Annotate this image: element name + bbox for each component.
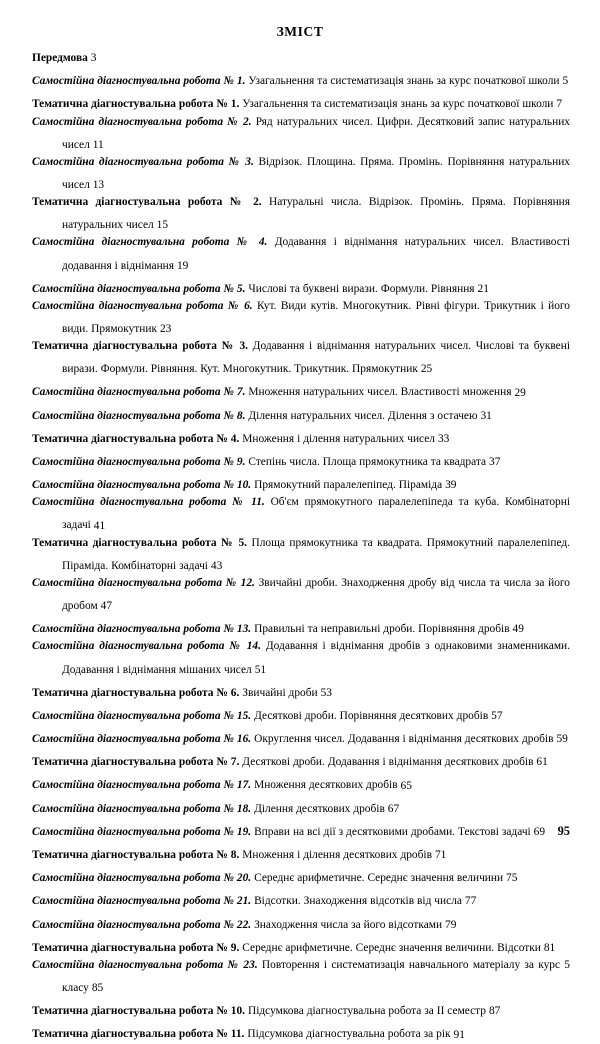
- toc-entry[interactable]: [32, 90, 570, 113]
- toc-leader-and-page: [90, 179, 104, 191]
- toc-entry-description: Числові та буквені вирази. Формули. Рівняння: [245, 282, 475, 295]
- toc-entry-label: Самостійна діагностувальна робота № 17.: [32, 779, 252, 792]
- toc-page-number: 31: [480, 409, 492, 422]
- toc-entry-description: Підсумкова діагностувальна робота за рік: [244, 1028, 451, 1041]
- toc-leader-and-page: [510, 623, 524, 635]
- page-title: ЗМІСТ: [276, 24, 324, 39]
- toc-leader-and-page: [208, 560, 222, 572]
- toc-entry-description: Повторення і систематизація навчального матеріалу за курс 5 класу: [62, 958, 570, 995]
- toc-page-number: 39: [445, 479, 457, 492]
- toc-entry-description: Додавання і віднімання натуральних чисел. Числові та буквені вирази. Формули. Рівняння. Кут. Многокутник. Трикутник. Прямокутник: [62, 340, 570, 376]
- toc-page-number: 7: [556, 98, 563, 111]
- toc-page-number: 59: [556, 733, 568, 746]
- toc-leader-and-page: [442, 919, 456, 931]
- toc-entry[interactable]: [32, 448, 570, 471]
- toc-entry-description: Середнє арифметичне. Середнє значення величини. Відсотки: [239, 941, 541, 954]
- toc-leader-and-page: [503, 872, 517, 884]
- toc-entry-description: Звичайні дроби: [239, 686, 318, 699]
- toc-page-number: 41: [93, 519, 106, 532]
- toc-leader-and-page: [91, 520, 105, 532]
- toc-entry-description: Множення і ділення десяткових дробів: [239, 849, 432, 862]
- toc-leader-and-page: [486, 456, 500, 468]
- toc-entry-label: Тематична діагностувальна робота № 11.: [32, 1028, 245, 1041]
- toc-entry[interactable]: [32, 44, 570, 67]
- toc-entry-label: Самостійна діагностувальна робота № 23.: [32, 958, 258, 971]
- toc-entry-label: Самостійна діагностувальна робота № 9.: [32, 456, 246, 469]
- toc-entry-description: Вправи на всі дії з десятковими дробами. Текстові задачі: [251, 825, 531, 838]
- toc-entry-list: [32, 44, 570, 1044]
- toc-entry[interactable]: [32, 725, 570, 748]
- toc-entry[interactable]: [32, 934, 570, 957]
- toc-entry[interactable]: [32, 494, 570, 534]
- toc-entry[interactable]: [32, 234, 570, 274]
- toc-leader-and-page: [512, 387, 526, 399]
- toc-page-number: 3: [90, 52, 97, 65]
- toc-entry-label: Самостійна діагностувальна робота № 10.: [32, 479, 252, 492]
- toc-entry-label: Самостійна діагностувальна робота № 18.: [32, 802, 252, 815]
- toc-entry-label: Самостійна діагностувальна робота № 19.: [32, 825, 252, 838]
- toc-page-number: 43: [210, 559, 223, 572]
- toc-entry-label: Тематична діагностувальна робота № 3.: [32, 340, 248, 353]
- toc-entry-label: Самостійна діагностувальна робота № 16.: [32, 733, 252, 746]
- toc-leader-and-page: [553, 98, 562, 110]
- toc-entry-description: Підсумкова діагностувальна робота за ІІ семестр: [245, 1005, 486, 1018]
- toc-entry-description: Степінь числа. Площа прямокутника та квадрата: [245, 456, 487, 469]
- toc-page-number: 47: [100, 600, 113, 613]
- toc-entry-description: Знаходження числа за його відсотками: [251, 918, 443, 931]
- toc-entry[interactable]: [32, 535, 570, 575]
- toc-leader-and-page: [252, 664, 266, 676]
- toc-page-number: 67: [387, 802, 400, 815]
- toc-entry[interactable]: [32, 338, 570, 378]
- toc-page-number: 51: [254, 663, 267, 676]
- toc-page-number: 75: [506, 872, 518, 885]
- toc-entry-label: Самостійна діагностувальна робота № 4.: [32, 236, 268, 249]
- toc-entry-description: Округлення чисел. Додавання і віднімання десяткових дробів: [251, 733, 554, 746]
- toc-entry-description: Множення натуральних чисел. Властивості множення: [245, 386, 512, 399]
- toc-entry-label: Самостійна діагностувальна робота № 6.: [32, 299, 253, 312]
- toc-leader-and-page: [475, 283, 489, 295]
- toc-entry-description: Десяткові дроби. Порівняння десяткових дробів: [251, 709, 489, 722]
- toc-leader-and-page: [418, 363, 432, 375]
- toc-page-number: 69: [533, 825, 546, 838]
- toc-leader-and-page: [477, 410, 491, 422]
- toc-entry-label: Самостійна діагностувальна робота № 11.: [32, 496, 265, 509]
- toc-entry[interactable]: [32, 378, 570, 401]
- toc-entry-label: Самостійна діагностувальна робота № 21.: [32, 895, 252, 908]
- toc-page-number: 33: [437, 432, 450, 445]
- toc-entry[interactable]: [32, 957, 570, 997]
- toc-page-number: 77: [464, 895, 477, 908]
- toc-entry-description: Відрізок. Площина. Пряма. Промінь. Порівняння натуральних чисел: [62, 155, 570, 192]
- toc-entry[interactable]: [32, 615, 570, 638]
- toc-entry[interactable]: [32, 194, 570, 234]
- toc-entry-label: Самостійна діагностувальна робота № 3.: [32, 155, 254, 168]
- toc-entry[interactable]: [32, 114, 570, 154]
- toc-leader-and-page: [318, 687, 332, 699]
- toc-entry[interactable]: [32, 425, 570, 448]
- toc-entry-label: Самостійна діагностувальна робота № 5.: [32, 282, 246, 295]
- toc-leader-and-page: [541, 942, 555, 954]
- toc-entry-description: Правильні та неправильні дроби. Порівняння дробів: [251, 623, 510, 636]
- toc-page-number: 11: [92, 138, 104, 151]
- toc-entry[interactable]: [32, 679, 570, 702]
- toc-entry-description: Відсотки. Знаходження відсотків від числа: [251, 895, 462, 908]
- toc-page-number: 91: [453, 1028, 465, 1041]
- toc-page-number: 87: [488, 1005, 501, 1018]
- toc-entry[interactable]: [32, 154, 570, 194]
- toc-leader-and-page: [98, 600, 112, 612]
- toc-entry-label: Самостійна діагностувальна робота № 8.: [32, 409, 246, 422]
- toc-page-number: 15: [156, 219, 169, 232]
- toc-entry-description: Десяткові дроби. Додавання і віднімання десяткових дробів: [239, 756, 534, 769]
- toc-entry-description: Прямокутний паралелепіпед. Піраміда: [251, 479, 443, 492]
- toc-entry[interactable]: [32, 887, 570, 910]
- toc-page-number: 49: [512, 623, 524, 636]
- toc-page-number: 25: [420, 363, 433, 376]
- toc-page-number: 79: [445, 918, 457, 931]
- toc-leader-and-page: [432, 849, 446, 861]
- toc-leader-and-page: [462, 895, 476, 907]
- toc-entry[interactable]: [32, 702, 570, 725]
- toc-entry-label: Самостійна діагностувальна робота № 7.: [32, 386, 246, 399]
- toc-leader-and-page: [89, 982, 103, 994]
- toc-page-number: 85: [91, 982, 104, 995]
- toc-entry-label: Самостійна діагностувальна робота № 14.: [32, 640, 261, 653]
- toc-entry-description: Ряд натуральних чисел. Цифри. Десятковий запис натуральних чисел: [62, 115, 570, 151]
- toc-entry-label: Тематична діагностувальна робота № 10.: [32, 1005, 246, 1018]
- toc-entry-label: Самостійна діагностувальна робота № 20.: [32, 872, 252, 885]
- toc-entry-label: Тематична діагностувальна робота № 2.: [32, 196, 262, 209]
- toc-entry-label: Самостійна діагностувальна робота № 1.: [32, 75, 246, 88]
- toc-entry-label: Тематична діагностувальна робота № 7.: [32, 756, 240, 769]
- toc-entry[interactable]: [32, 841, 570, 864]
- toc-entry-description: Натуральні числа. Відрізок. Промінь. Пряма. Порівняння натуральних чисел: [62, 196, 570, 232]
- toc-entry[interactable]: [32, 471, 570, 494]
- toc-leader-and-page: [88, 52, 97, 64]
- page-folio: 95: [557, 824, 570, 838]
- toc-page-number: 57: [491, 709, 503, 722]
- toc-page-number: 23: [159, 323, 172, 336]
- toc-entry[interactable]: [32, 638, 570, 678]
- toc-entry-description: Ділення десяткових дробів: [251, 802, 385, 815]
- toc-entry-label: Тематична діагностувальна робота № 1.: [32, 98, 240, 111]
- toc-entry-label: Самостійна діагностувальна робота № 12.: [32, 576, 255, 589]
- toc-entry[interactable]: [32, 795, 570, 818]
- toc-leader-and-page: [398, 780, 412, 792]
- toc-entry-label: Самостійна діагностувальна робота № 15.: [32, 709, 252, 722]
- toc-entry[interactable]: [32, 771, 570, 794]
- toc-entry-label: Тематична діагностувальна робота № 5.: [32, 536, 248, 549]
- toc-leader-and-page: [435, 433, 449, 445]
- toc-entry[interactable]: [32, 298, 570, 338]
- toc-entry-label: Тематична діагностувальна робота № 4.: [32, 432, 240, 445]
- toc-leader-and-page: [174, 260, 188, 272]
- toc-leader-and-page: [488, 710, 502, 722]
- toc-page-number: 65: [400, 779, 412, 792]
- toc-entry[interactable]: [32, 911, 570, 934]
- toc-leader-and-page: [553, 733, 567, 745]
- toc-leader-and-page: [157, 323, 171, 335]
- toc-entry[interactable]: [32, 67, 570, 90]
- toc-entry-description: Звичайні дроби. Знаходження дробу від числа та числа за його дробом: [62, 576, 570, 613]
- toc-entry-description: Додавання і віднімання натуральних чисел. Властивості додавання і віднімання: [62, 236, 570, 272]
- toc-entry[interactable]: [32, 575, 570, 615]
- toc-leader-and-page: [486, 1005, 500, 1017]
- toc-entry[interactable]: [32, 1020, 570, 1043]
- toc-page-number: 53: [320, 686, 332, 699]
- toc-page-number: 29: [514, 386, 526, 399]
- toc-entry-description: Ділення натуральних чисел. Ділення з остачею: [245, 409, 478, 422]
- toc-entry-description: Узагальнення та систематизація знань за курс початкової школи: [245, 75, 560, 88]
- toc-page-number: 21: [477, 282, 489, 295]
- toc-leader-and-page: [451, 1029, 465, 1041]
- toc-page-number: 61: [536, 756, 548, 769]
- toc-entry-description: Додавання і віднімання дробів з однаковими знаменниками. Додавання і віднімання мішаних чисел: [62, 640, 570, 676]
- toc-entry[interactable]: [32, 748, 570, 771]
- toc-page-number: 81: [543, 941, 556, 954]
- toc-leader-and-page: [90, 139, 104, 151]
- toc-entry[interactable]: [32, 402, 570, 425]
- toc-leader-and-page: [442, 479, 456, 491]
- toc-entry-description: Узагальнення та систематизація знань за курс початкової школи: [239, 98, 554, 111]
- toc-entry-label: Самостійна діагностувальна робота № 22.: [32, 918, 252, 931]
- toc-entry-description: Множення десяткових дробів: [251, 779, 398, 792]
- toc-entry-label: Самостійна діагностувальна робота № 13.: [32, 623, 252, 636]
- toc-page-number: 19: [176, 259, 189, 272]
- toc-entry-label: Самостійна діагностувальна робота № 2.: [32, 115, 252, 128]
- toc-entry-label: Тематична діагностувальна робота № 8.: [32, 849, 240, 862]
- toc-leader-and-page: [154, 219, 168, 231]
- toc-entry-description: Множення і ділення натуральних чисел: [239, 432, 435, 445]
- toc-page-number: 5: [562, 75, 569, 88]
- toc-entry-description: Об'єм прямокутного паралелепіпеда та куба. Комбінаторні задачі: [62, 496, 570, 532]
- toc-entry-description: Площа прямокутника та квадрата. Прямокутний паралелепіпед. Піраміда. Комбінаторні задачі: [62, 536, 570, 572]
- toc-entry-description: Середнє арифметичне. Середнє значення величини: [251, 872, 504, 885]
- toc-entry-label: Передмова: [32, 52, 88, 65]
- toc-entry[interactable]: [32, 864, 570, 887]
- toc-leader-and-page: [560, 75, 569, 87]
- toc-page-number: 37: [489, 456, 501, 469]
- toc-entry-label: Тематична діагностувальна робота № 9.: [32, 941, 240, 954]
- toc-leader-and-page: [385, 803, 399, 815]
- toc-page-number: 71: [434, 849, 447, 862]
- toc-entry[interactable]: [32, 997, 570, 1020]
- toc-entry-label: Тематична діагностувальна робота № 6.: [32, 686, 240, 699]
- toc-entry[interactable]: [32, 275, 570, 298]
- toc-entry-description: Кут. Види кутів. Многокутник. Рівні фігури. Трикутник і його види. Прямокутник: [62, 299, 570, 336]
- toc-page-number: 13: [92, 179, 105, 192]
- toc-leader-and-page: [533, 756, 547, 768]
